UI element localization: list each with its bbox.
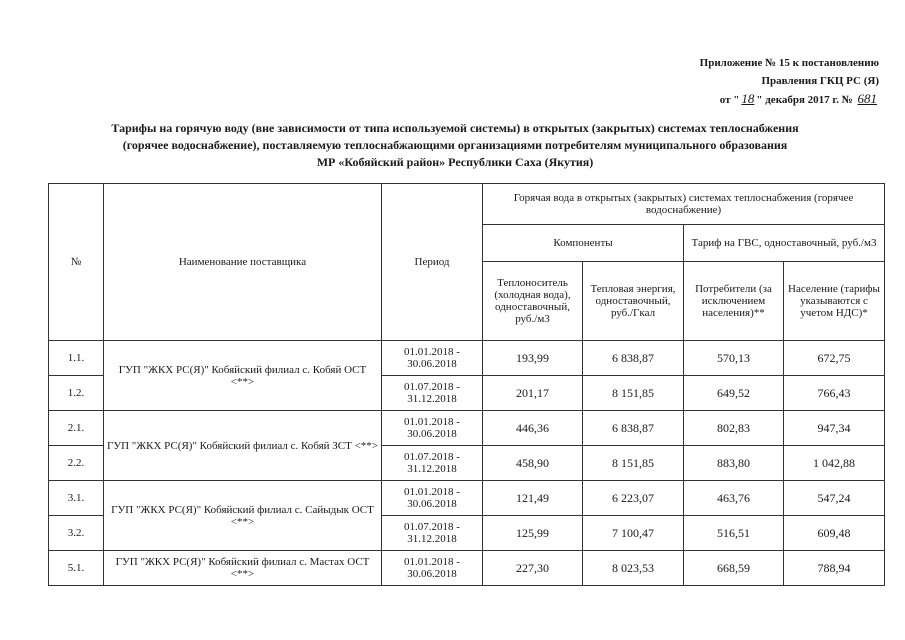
header-coolant: Теплоноситель (холодная вода), одноставочный, руб./м3 [483, 262, 583, 341]
row-period: 01.07.2018 - 31.12.2018 [382, 376, 483, 411]
title-line-3: МР «Кобяйский район» Республики Саха (Якутия) [316, 155, 594, 169]
row-consumers: 516,51 [684, 516, 784, 551]
supplier-name: ГУП "ЖКХ РС(Я)" Кобяйский филиал с. Кобяй ЗСТ <**> [104, 411, 382, 481]
table-row [49, 341, 885, 376]
row-num: 2.2. [49, 446, 104, 481]
row-energy: 6 838,87 [583, 341, 684, 376]
row-energy: 7 100,47 [583, 516, 684, 551]
appendix-date-prefix: от " [719, 94, 740, 106]
row-population: 947,34 [784, 411, 885, 446]
header-energy: Тепловая энергия, одноставочный, руб./Гкал [583, 262, 684, 341]
row-consumers: 668,59 [684, 551, 784, 586]
appendix-date-mid: " декабря 2017 г. № [756, 94, 853, 106]
row-consumers: 649,52 [684, 376, 784, 411]
row-consumers: 883,80 [684, 446, 784, 481]
row-population: 609,48 [784, 516, 885, 551]
row-coolant: 458,90 [483, 446, 583, 481]
row-energy: 6 838,87 [583, 411, 684, 446]
header-consumers: Потребители (за исключением населения)** [684, 262, 784, 341]
handwritten-number: 681 [857, 91, 877, 106]
row-coolant: 121,49 [483, 481, 583, 516]
header-hot-water-group: Горячая вода в открытых (закрытых) системах теплоснабжения (горячее водоснабжение) [483, 184, 885, 225]
appendix-line-1: Приложение № 15 к постановлению [699, 57, 879, 69]
row-consumers: 802,83 [684, 411, 784, 446]
row-population: 766,43 [784, 376, 885, 411]
header-supplier: Наименование поставщика [104, 184, 382, 341]
row-energy: 8 151,85 [583, 376, 684, 411]
row-population: 788,94 [784, 551, 885, 586]
row-period: 01.01.2018 - 30.06.2018 [382, 551, 483, 586]
header-period: Период [382, 184, 483, 341]
row-num: 1.1. [49, 341, 104, 376]
row-population: 547,24 [784, 481, 885, 516]
row-num: 3.1. [49, 481, 104, 516]
row-num: 2.1. [49, 411, 104, 446]
header-tariff: Тариф на ГВС, одноставочный, руб./м3 [684, 225, 885, 262]
row-num: 1.2. [49, 376, 104, 411]
supplier-name: ГУП "ЖКХ РС(Я)" Кобяйский филиал с. Кобяй ОСТ <**> [104, 341, 382, 411]
row-population: 1 042,88 [784, 446, 885, 481]
row-num: 3.2. [49, 516, 104, 551]
appendix-line-2: Правления ГКЦ РС (Я) [761, 75, 879, 87]
row-coolant: 201,17 [483, 376, 583, 411]
header-components: Компоненты [483, 225, 684, 262]
row-period: 01.07.2018 - 31.12.2018 [382, 516, 483, 551]
document-title [60, 120, 850, 171]
title-line-2: (горячее водоснабжение), поставляемую теплоснабжающими организациями потребителям муниципального образования [122, 138, 788, 152]
row-period: 01.01.2018 - 30.06.2018 [382, 341, 483, 376]
row-period: 01.01.2018 - 30.06.2018 [382, 481, 483, 516]
table-row [49, 411, 885, 446]
supplier-name: ГУП "ЖКХ РС(Я)" Кобяйский филиал с. Мастах ОСТ <**> [104, 551, 382, 586]
row-consumers: 463,76 [684, 481, 784, 516]
appendix-header [700, 54, 879, 109]
row-num: 5.1. [49, 551, 104, 586]
row-period: 01.01.2018 - 30.06.2018 [382, 411, 483, 446]
tariff-table [48, 183, 885, 586]
row-consumers: 570,13 [684, 341, 784, 376]
table-row [49, 481, 885, 516]
row-period: 01.07.2018 - 31.12.2018 [382, 446, 483, 481]
row-energy: 8 023,53 [583, 551, 684, 586]
row-coolant: 193,99 [483, 341, 583, 376]
header-num: № [49, 184, 104, 341]
row-coolant: 227,30 [483, 551, 583, 586]
supplier-name: ГУП "ЖКХ РС(Я)" Кобяйский филиал с. Сайыдык ОСТ <**> [104, 481, 382, 551]
row-energy: 8 151,85 [583, 446, 684, 481]
row-coolant: 125,99 [483, 516, 583, 551]
row-coolant: 446,36 [483, 411, 583, 446]
header-population: Население (тарифы указываются с учетом НДС)* [784, 262, 885, 341]
appendix-line-3 [700, 90, 879, 109]
handwritten-day: 18 [741, 91, 755, 106]
title-line-1: Тарифы на горячую воду (вне зависимости от типа используемой системы) в открытых (закрытых) системах теплоснабжения [111, 121, 799, 135]
row-energy: 6 223,07 [583, 481, 684, 516]
table-row [49, 551, 885, 586]
row-population: 672,75 [784, 341, 885, 376]
